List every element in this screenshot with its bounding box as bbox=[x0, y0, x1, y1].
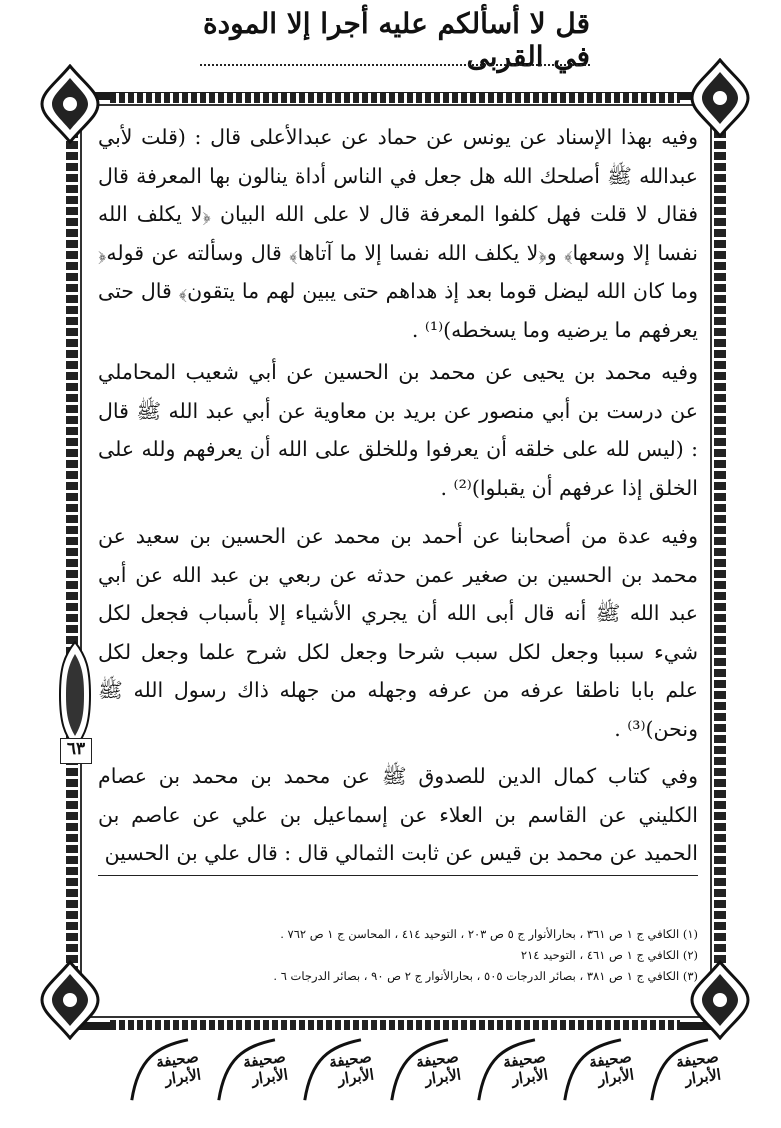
frame-bar-bottom bbox=[110, 1020, 680, 1030]
calligraphy-mark bbox=[549, 1031, 638, 1111]
footnote-1: (١) الكافي ج ١ ص ٣٦١ ، بحارالأنوار ج ٥ ص ٢٠٣ ، التوحيد ٤١٤ ، المحاسن ج ١ ص ٧٦٢ . bbox=[280, 927, 698, 941]
main-text bbox=[98, 118, 698, 876]
paragraph-3: وفيه عدة من أصحابنا عن أحمد بن محمد عن الحسين بن سعيد عن محمد بن الحسين بن صغير عمن حدثه عن ربعي بن عبد الله عن أبي عبد الله ﷺ أنه قال أبى الله أن يجري الأشياء إلا بأسباب فجعل لكل شيء سببا وجعل لكل سبب شرحا وجعل لكل شرح علما وجعل لكل علم بابا ناطقا عرفه من عرفه وجهله من جهله ذاك رسول الله ﷺ ونحن)⁽³⁾ . bbox=[98, 524, 698, 741]
calligraphy-mark bbox=[462, 1031, 551, 1111]
footer-calligraphy-row bbox=[120, 1036, 723, 1106]
frame-bar-right bbox=[714, 130, 726, 1000]
calligraphy-mark bbox=[636, 1031, 725, 1111]
footnotes bbox=[98, 924, 698, 987]
header-ornament bbox=[200, 56, 590, 66]
corner-ornament-bottom-left bbox=[40, 960, 100, 1040]
header-title-text: قل لا أسألكم عليه أجرا إلا المودة في القربى bbox=[202, 7, 590, 73]
calligraphy-text: صحيفة الأبرار bbox=[241, 1047, 289, 1089]
paragraph-2: وفيه محمد بن يحيى عن محمد بن الحسين عن أبي شعيب المحاملي عن درست بن أبي منصور عن بريد بن معاوية عن أبي عبد الله ﷺ قال : (ليس لله على خلقه أن يعرفوا وللخلق على الله أن يعرفهم ولله على الخلق إذا عرفهم أن يقبلوا)⁽²⁾ . bbox=[98, 360, 698, 500]
corner-ornament-top-right bbox=[690, 58, 750, 138]
footnote-separator bbox=[98, 875, 698, 876]
page-number: ٦٣ bbox=[60, 738, 92, 764]
frame-bar-top bbox=[110, 93, 680, 103]
footnote-3: (٣) الكافي ج ١ ص ٣٨١ ، بصائر الدرجات ٥٠٥ ، بحارالأنوار ج ٢ ص ٩٠ ، بصائر الدرجات ٦ . bbox=[273, 969, 698, 983]
calligraphy-text: صحيفة الأبرار bbox=[155, 1047, 203, 1089]
calligraphy-mark bbox=[116, 1031, 205, 1111]
calligraphy-mark bbox=[202, 1031, 291, 1111]
paragraph-1: وفيه بهذا الإسناد عن يونس عن حماد عن عبدالأعلى قال : (قلت لأبي عبدالله ﷺ أصلحك الله هل جعل في الناس أداة ينالون بها المعرفة قال فقال لا قلت فهل كلفوا المعرفة قال لا على الله البيان ﴿لا يكلف الله نفسا إلا وسعها﴾ و﴿لا يكلف الله نفسا إلا ما آتاها﴾ قال وسألته عن قوله﴿ وما كان الله ليضل قوما بعد إذ هداهم حتى يبين لهم ما يتقون﴾ قال حتى يعرفهم ما يرضيه وما يسخطه)⁽¹⁾ . bbox=[98, 125, 698, 342]
calligraphy-text: صحيفة الأبرار bbox=[501, 1047, 549, 1089]
footnote-2: (٢) الكافي ج ١ ص ٤٦١ ، التوحيد ٢١٤ bbox=[520, 948, 698, 962]
calligraphy-text: صحيفة الأبرار bbox=[674, 1047, 723, 1089]
calligraphy-text: صحيفة الأبرار bbox=[414, 1047, 463, 1089]
corner-ornament-bottom-right bbox=[690, 960, 750, 1040]
calligraphy-mark bbox=[376, 1031, 465, 1111]
side-medallion-ornament bbox=[58, 640, 92, 750]
frame-bar-left bbox=[66, 130, 78, 1000]
header-title bbox=[200, 7, 590, 73]
calligraphy-text: صحيفة الأبرار bbox=[328, 1047, 376, 1089]
calligraphy-text: صحيفة الأبرار bbox=[588, 1047, 636, 1089]
calligraphy-mark bbox=[289, 1031, 378, 1111]
paragraph-4: وفي كتاب كمال الدين للصدوق ﷺ عن محمد بن محمد بن عصام الكليني عن القاسم بن العلاء عن إسماعيل بن علي عن عاصم بن الحميد عن محمد بن قيس عن ثابت الثمالي قال : قال علي بن الحسين bbox=[98, 764, 698, 865]
corner-ornament-top-left bbox=[40, 64, 100, 144]
